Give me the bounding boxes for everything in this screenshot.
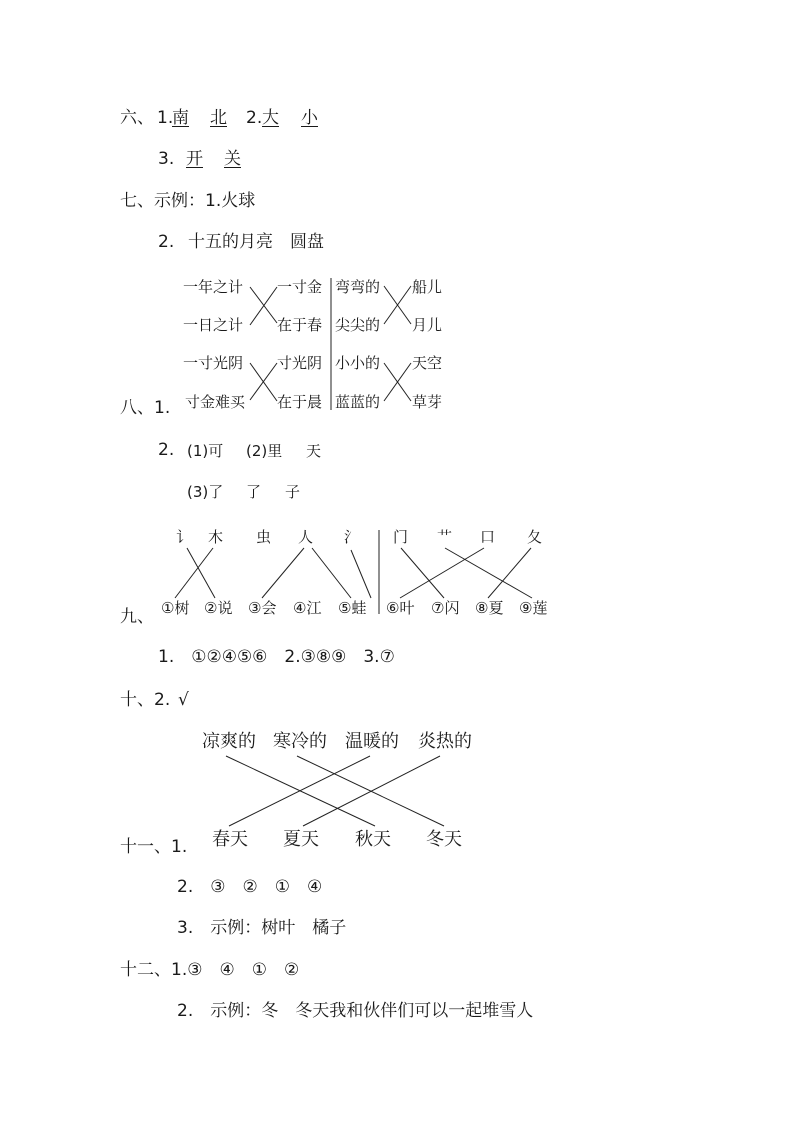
season-adj-4: 炎热的	[418, 731, 472, 752]
q6-1-answer-a: 南	[172, 108, 189, 128]
adj-left-1: 弯弯的	[335, 278, 381, 296]
char-3: ③会	[248, 599, 277, 617]
q8-2-number: 2.	[158, 440, 175, 460]
q7-2-number: 2.	[158, 232, 175, 252]
q8-2-part3b: 了	[246, 483, 262, 501]
radical-3: 虫	[256, 528, 272, 546]
match-line	[187, 548, 215, 598]
idiom-left-2: 一日之计	[183, 316, 244, 334]
radical-8: 口	[480, 528, 496, 546]
section-12-line1: 十二、1.③ ④ ① ②	[120, 960, 300, 980]
q6-1-number: 1.	[157, 108, 174, 128]
section-8-label: 八、1.	[120, 398, 171, 418]
q6-2-answer-b: 小	[301, 108, 318, 128]
match-line	[229, 756, 370, 826]
idiom-left-4: 寸金难买	[185, 393, 246, 411]
radical-2: 木	[208, 528, 224, 546]
idiom-left-3: 一寸光阴	[183, 354, 244, 372]
adj-left-4: 蓝蓝的	[335, 393, 381, 411]
radical-7: 艹	[437, 528, 453, 546]
q8-2-part3: (3)了	[187, 483, 224, 501]
q6-3-number: 3.	[158, 149, 175, 169]
radical-4: 人	[298, 528, 314, 546]
match-line	[262, 548, 304, 598]
noun-right-2: 月儿	[412, 316, 443, 334]
match-line	[445, 548, 532, 598]
match-line	[312, 548, 351, 598]
section-11-label: 十一、1.	[120, 837, 188, 857]
idiom-left-1: 一年之计	[183, 278, 244, 296]
adj-left-3: 小小的	[335, 354, 381, 372]
noun-right-3: 天空	[412, 354, 443, 372]
q8-2-part2: (2)里	[246, 442, 283, 460]
season-adj-1: 凉爽的	[202, 731, 256, 752]
radical-5: 氵	[344, 528, 360, 546]
char-6: ⑥叶	[386, 599, 415, 617]
match-line	[351, 550, 371, 598]
match-line	[401, 548, 444, 598]
section-9-label: 九、	[120, 607, 154, 627]
char-4: ④江	[293, 599, 322, 617]
section-7-line1: 七、示例：1.火球	[120, 191, 256, 211]
noun-right-4: 草芽	[412, 393, 443, 411]
char-8: ⑧夏	[475, 599, 504, 617]
q6-3-answer-b: 关	[224, 149, 241, 169]
idiom-right-1: 一寸金	[277, 278, 323, 296]
radical-6: 门	[393, 528, 409, 546]
char-2: ②说	[204, 599, 233, 617]
char-5: ⑤蛙	[338, 599, 367, 617]
q6-2-number: 2.	[246, 108, 263, 128]
q6-3-answer-a: 开	[186, 149, 203, 169]
season-adj-2: 寒冷的	[273, 731, 327, 752]
adj-left-2: 尖尖的	[335, 316, 381, 334]
idiom-right-4: 在于晨	[277, 393, 323, 411]
season-1: 春天	[212, 829, 248, 850]
check-mark: √	[178, 690, 189, 710]
q8-2-part2b: 天	[306, 442, 322, 460]
idiom-right-2: 在于春	[277, 316, 323, 334]
season-3: 秋天	[355, 829, 391, 850]
q9-answers: 1. ①②④⑤⑥ 2.③⑧⑨ 3.⑦	[158, 647, 395, 667]
q8-2-part1: (1)可	[187, 442, 224, 460]
q6-2-answer-a: 大	[262, 108, 279, 128]
q7-2-answer: 十五的月亮 圆盘	[188, 232, 324, 252]
noun-right-1: 船儿	[412, 278, 443, 296]
q6-1-answer-b: 北	[210, 108, 227, 128]
season-2: 夏天	[283, 829, 319, 850]
q12-2: 2. 示例：冬 冬天我和伙伴们可以一起堆雪人	[177, 1001, 534, 1021]
match-line	[488, 548, 531, 598]
q8-2-part3c: 子	[285, 483, 301, 501]
match-line	[400, 548, 484, 598]
radical-1: 讠	[176, 528, 192, 546]
match-line	[303, 756, 440, 826]
section-6-label: 六、	[120, 108, 154, 128]
season-4: 冬天	[426, 829, 462, 850]
radical-9: 夂	[527, 528, 543, 546]
season-adj-3: 温暖的	[345, 731, 399, 752]
q11-2: 2. ③ ② ① ④	[177, 877, 323, 897]
char-9: ⑨莲	[519, 599, 548, 617]
idiom-right-3: 寸光阴	[277, 354, 323, 372]
char-7: ⑦闪	[431, 599, 460, 617]
char-1: ①树	[161, 599, 190, 617]
section-10-label: 十、2.	[120, 690, 171, 710]
match-line	[175, 548, 213, 598]
q11-3: 3. 示例：树叶 橘子	[177, 918, 347, 938]
